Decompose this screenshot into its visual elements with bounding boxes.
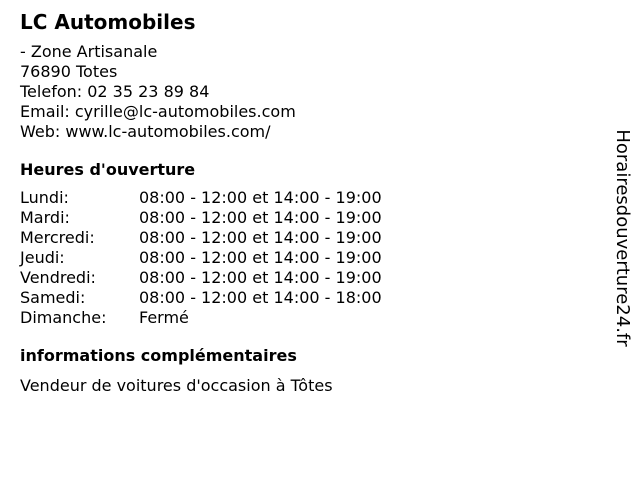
address-line-2: 76890 Totes [20, 62, 118, 81]
hours-value: 08:00 - 12:00 et 14:00 - 19:00 [139, 208, 382, 227]
site-watermark: Horairesdouverture24.fr [612, 129, 633, 347]
hours-value: 08:00 - 12:00 et 14:00 - 19:00 [139, 188, 382, 207]
phone-line: Telefon: 02 35 23 89 84 [20, 82, 210, 101]
website-line: Web: www.lc-automobiles.com/ [20, 122, 271, 141]
day-label: Mardi: [20, 208, 70, 227]
hours-row-tuesday [20, 208, 600, 228]
hours-value: 08:00 - 12:00 et 14:00 - 19:00 [139, 248, 382, 267]
hours-row-monday [20, 188, 600, 208]
hours-row-wednesday [20, 228, 600, 248]
day-label: Mercredi: [20, 228, 95, 247]
hours-value: 08:00 - 12:00 et 14:00 - 19:00 [139, 268, 382, 287]
additional-info-text: Vendeur de voitures d'occasion à Tôtes [20, 376, 333, 395]
hours-value: 08:00 - 12:00 et 14:00 - 18:00 [139, 288, 382, 307]
day-label: Vendredi: [20, 268, 96, 287]
address-line-1: - Zone Artisanale [20, 42, 158, 61]
opening-hours-heading: Heures d'ouverture [20, 160, 196, 179]
hours-row-thursday [20, 248, 600, 268]
hours-value: 08:00 - 12:00 et 14:00 - 19:00 [139, 228, 382, 247]
hours-row-sunday [20, 308, 600, 328]
day-label: Jeudi: [20, 248, 65, 267]
day-label: Dimanche: [20, 308, 107, 327]
day-label: Lundi: [20, 188, 69, 207]
hours-row-friday [20, 268, 600, 288]
email-line: Email: cyrille@lc-automobiles.com [20, 102, 296, 121]
additional-info-heading: informations complémentaires [20, 346, 297, 365]
day-label: Samedi: [20, 288, 86, 307]
business-card [20, 10, 600, 396]
business-name: LC Automobiles [20, 10, 196, 34]
hours-row-saturday [20, 288, 600, 308]
hours-value: Fermé [139, 308, 189, 327]
contact-block [20, 42, 600, 142]
opening-hours-table [20, 188, 600, 328]
